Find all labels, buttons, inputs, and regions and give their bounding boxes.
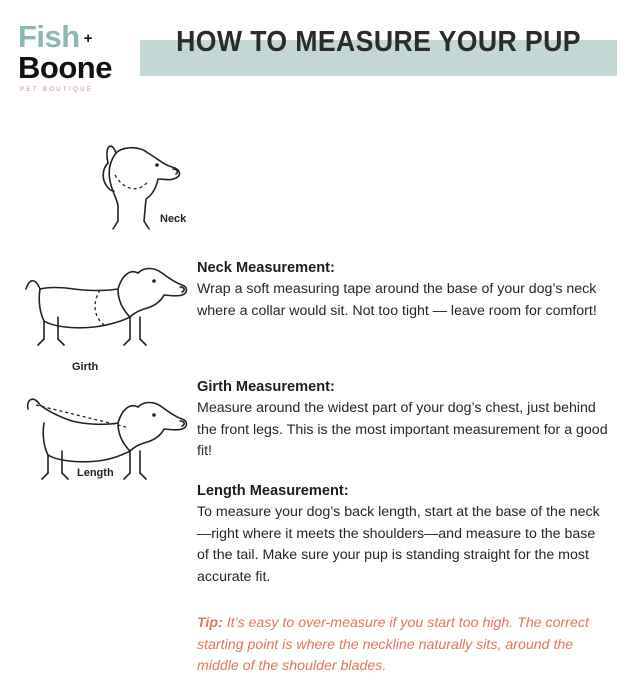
section-neck-body: Wrap a soft measuring tape around the base of your dog’s neck where a collar would sit. Not too tight — leave room for comfort! [197,281,597,319]
caption-neck: Neck [160,213,187,225]
illustration-length [14,383,189,513]
illustration-neck [60,135,200,250]
tip-block [197,613,609,678]
dog-side-length-icon [14,383,189,508]
caption-length: Length [77,467,114,479]
section-girth-body: Measure around the widest part of your dog’s chest, just behind the front legs. This is the most important measurement for a good fit! [197,400,608,459]
section-length [197,483,609,588]
illustration-girth [14,255,189,375]
tip-label: Tip: [197,615,223,631]
section-length-body: To measure your dog’s back length, start at the base of the neck—right where it meets the shoulders—and measure to the base of the tail. Make sure your pup is standing straight for the most accurate fit. [197,504,600,585]
brand-logo [18,19,148,93]
brand-tagline: PET BOUTIQUE [20,87,94,93]
section-girth-heading: Girth Measurement: [197,379,335,395]
dog-side-girth-icon [14,255,189,370]
section-neck-heading: Neck Measurement: [197,260,335,276]
section-girth [197,379,609,463]
dog-head-neck-icon [60,135,200,245]
section-neck [197,260,609,322]
section-length-heading: Length Measurement: [197,483,349,499]
caption-girth: Girth [72,361,99,373]
brand-name-line1: Fish [18,19,80,54]
brand-name-line2: Boone [18,50,112,85]
page-title: HOW TO MEASURE YOUR PUP [176,26,581,58]
brand-plus-icon: + [83,30,93,47]
tip-body: It’s easy to over-measure if you start too high. The correct starting point is where the neckline naturally sits, around the middle of the shoulder blades. [197,615,589,674]
page-header [0,0,625,105]
tip-text [197,613,609,678]
